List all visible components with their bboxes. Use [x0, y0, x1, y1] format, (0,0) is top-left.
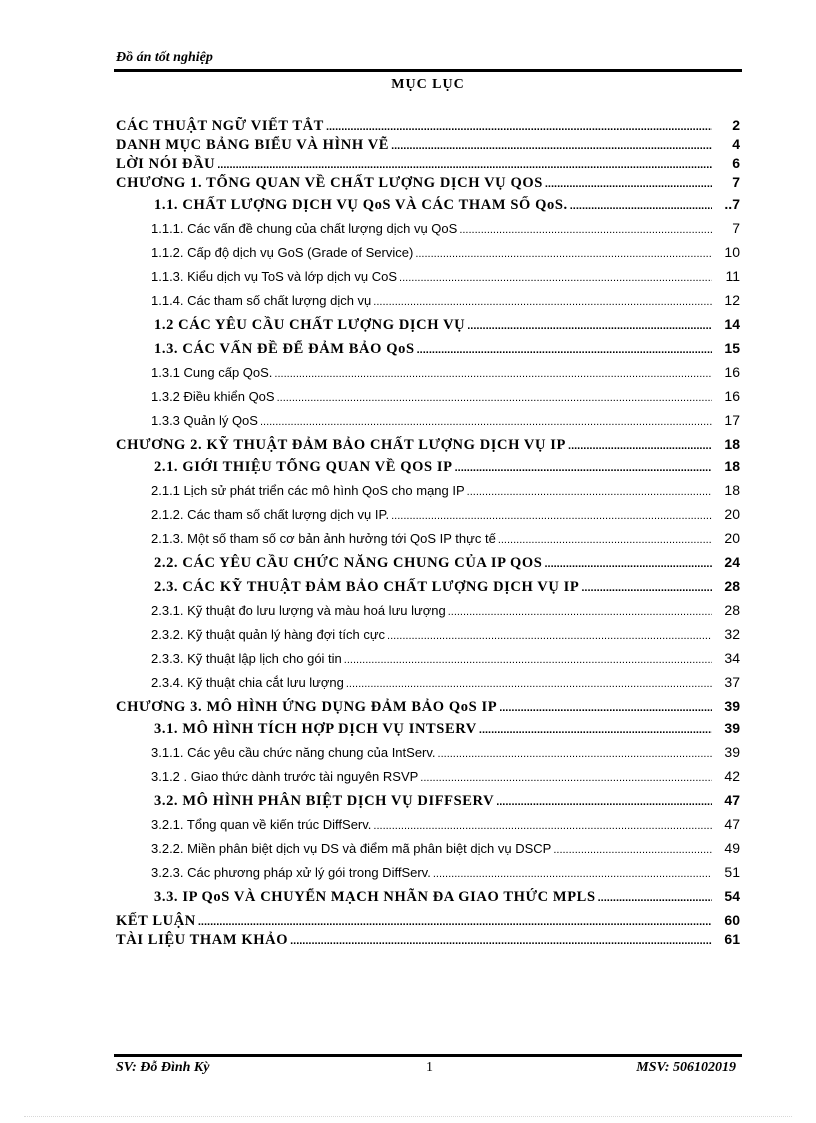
toc-entry[interactable] [116, 506, 740, 530]
toc-entry-label: 3.1. MÔ HÌNH TÍCH HỢP DỊCH VỤ INTSERV [154, 721, 477, 737]
toc-entry-page: 7 [732, 174, 740, 190]
toc-entry-label: 1.1. CHẤT LƯỢNG DỊCH VỤ QoS VÀ CÁC THAM SỐ QoS. [154, 197, 568, 213]
toc-entry-label: 2.1.2. Các tham số chất lượng dịch vụ IP. [151, 507, 390, 522]
toc-entry[interactable] [116, 117, 740, 136]
toc-dot-leader [420, 772, 712, 784]
toc-dot-leader [467, 486, 712, 498]
footer-divider [114, 1054, 742, 1057]
toc-entry-label: 1.2 CÁC YÊU CẦU CHẤT LƯỢNG DỊCH VỤ [154, 317, 466, 333]
footer [116, 1060, 740, 1080]
page-title: MỤC LỤC [391, 77, 465, 92]
toc-dot-leader [373, 820, 712, 832]
toc-entry-label: 1.3.2 Điều khiển QoS [151, 389, 275, 404]
toc-entry-page: 37 [724, 674, 740, 690]
table-of-contents [116, 117, 740, 950]
toc-entry-label: 1.3. CÁC VẤN ĐỀ ĐỂ ĐẢM BẢO QoS [154, 341, 415, 357]
toc-entry[interactable] [116, 626, 740, 650]
toc-entry-label: 1.3.3 Quản lý QoS [151, 413, 258, 428]
toc-entry-label: LỜI NÓI ĐẦU [116, 156, 216, 172]
toc-entry-page: 18 [724, 436, 740, 452]
toc-dot-leader [598, 892, 712, 904]
toc-dot-leader [499, 702, 712, 714]
toc-entry[interactable] [116, 458, 740, 482]
toc-entry-page: ..7 [724, 196, 740, 212]
toc-dot-leader [399, 272, 712, 284]
toc-dot-leader [373, 296, 712, 308]
toc-dot-leader [344, 654, 712, 666]
toc-entry-label: 3.3. IP QoS VÀ CHUYỂN MẠCH NHÃN ĐA GIAO THỨC MPLS [154, 889, 596, 905]
toc-entry-label: 2.3.1. Kỹ thuật đo lưu lượng và màu hoá lưu lượng [151, 603, 446, 618]
toc-dot-leader [455, 462, 712, 474]
toc-entry[interactable] [116, 316, 740, 340]
toc-entry-label: 1.3.1 Cung cấp QoS. [151, 365, 273, 380]
footer-student-name: SV: Đỗ Đình Kỳ [116, 1060, 210, 1075]
toc-entry-page: 28 [724, 602, 740, 618]
toc-dot-leader [448, 606, 712, 618]
toc-entry[interactable] [116, 931, 740, 950]
toc-entry-page: 10 [724, 244, 740, 260]
toc-entry-label: 1.1.4. Các tham số chất lượng dịch vụ [151, 293, 372, 308]
toc-dot-leader [274, 368, 712, 380]
toc-entry-page: 39 [724, 720, 740, 736]
toc-entry-page: 34 [724, 650, 740, 666]
toc-entry[interactable] [116, 436, 740, 458]
toc-entry-label: CHƯƠNG 2. KỸ THUẬT ĐẢM BẢO CHẤT LƯỢNG DỊCH VỤ IP [116, 437, 567, 453]
toc-entry-page: 16 [724, 364, 740, 380]
toc-entry[interactable] [116, 674, 740, 698]
toc-entry-label: 1.1.3. Kiểu dịch vụ ToS và lớp dịch vụ CoS [151, 269, 398, 284]
footer-page-number: 1 [426, 1060, 433, 1075]
toc-entry-page: 12 [724, 292, 740, 308]
toc-dot-leader [545, 178, 712, 190]
toc-entry[interactable] [116, 888, 740, 912]
toc-entry-label: 2.1.3. Một số tham số cơ bản ảnh hưởng tới QoS IP thực tế [151, 531, 496, 546]
toc-entry-page: 60 [724, 912, 740, 928]
toc-entry-page: 47 [724, 792, 740, 808]
toc-entry-label: 2.3.4. Kỹ thuật chia cắt lưu lượng [151, 675, 344, 690]
toc-dot-leader [346, 678, 712, 690]
toc-entry[interactable] [116, 155, 740, 174]
toc-entry-label: 3.2.1. Tổng quan về kiến trúc DiffServ. [151, 817, 372, 832]
toc-entry[interactable] [116, 720, 740, 744]
toc-entry-label: 2.3.2. Kỹ thuật quản lý hàng đợi tích cực [151, 627, 386, 642]
toc-entry-page: 32 [724, 626, 740, 642]
toc-entry-page: 2 [732, 117, 740, 133]
toc-dot-leader [391, 510, 712, 522]
toc-dot-leader [498, 534, 712, 546]
toc-entry-label: 3.1.2 . Giao thức dành trước tài nguyên RSVP [151, 769, 419, 784]
toc-entry-page: 15 [724, 340, 740, 356]
toc-entry-page: 18 [724, 482, 740, 498]
toc-entry-page: 49 [724, 840, 740, 856]
toc-entry-label: 2.3.3. Kỹ thuật lập lịch cho gói tin [151, 651, 342, 666]
toc-entry-label: TÀI LIỆU THAM KHẢO [116, 932, 289, 948]
toc-dot-leader [260, 416, 712, 428]
toc-entry-page: 4 [732, 136, 740, 152]
footer-student-id: MSV: 506102019 [636, 1060, 736, 1075]
toc-entry-page: 20 [724, 506, 740, 522]
toc-dot-leader [415, 248, 712, 260]
toc-dot-leader [570, 200, 712, 212]
toc-dot-leader [326, 121, 712, 133]
toc-entry-label: 2.1.1 Lịch sử phát triển các mô hình QoS cho mạng IP [151, 483, 465, 498]
toc-entry-label: CHƯƠNG 1. TỔNG QUAN VỀ CHẤT LƯỢNG DỊCH VỤ QOS [116, 175, 543, 191]
toc-entry[interactable] [116, 292, 740, 316]
toc-dot-leader [217, 159, 712, 171]
toc-entry-label: 3.2.2. Miền phân biệt dịch vụ DS và điểm mã phân biệt dịch vụ DSCP [151, 841, 552, 856]
toc-entry[interactable] [116, 412, 740, 436]
toc-entry[interactable] [116, 792, 740, 816]
toc-dot-leader [438, 748, 712, 760]
toc-dot-leader [391, 140, 712, 152]
toc-dot-leader [387, 630, 712, 642]
toc-entry-label: CÁC THUẬT NGỮ VIẾT TẮT [116, 118, 324, 134]
toc-entry-label: 2.1. GIỚI THIỆU TỔNG QUAN VỀ QOS IP [154, 459, 453, 475]
toc-entry[interactable] [116, 174, 740, 196]
toc-entry[interactable] [116, 340, 740, 364]
toc-entry-page: 24 [724, 554, 740, 570]
toc-entry-page: 39 [724, 744, 740, 760]
toc-entry-page: 42 [724, 768, 740, 784]
toc-entry-label: 2.2. CÁC YÊU CẦU CHỨC NĂNG CHUNG CỦA IP QOS [154, 555, 543, 571]
toc-entry-page: 7 [732, 220, 740, 236]
toc-entry-page: 28 [724, 578, 740, 594]
toc-entry-page: 6 [732, 155, 740, 171]
toc-dot-leader [479, 724, 712, 736]
toc-dot-leader [290, 935, 712, 947]
toc-entry[interactable] [116, 768, 740, 792]
page-bottom-border [24, 1116, 792, 1117]
toc-entry-page: 51 [724, 864, 740, 880]
toc-entry[interactable] [116, 602, 740, 626]
toc-entry-label: 1.1.2. Cấp độ dịch vụ GoS (Grade of Service) [151, 245, 414, 260]
toc-entry[interactable] [116, 864, 740, 888]
toc-entry[interactable] [116, 364, 740, 388]
header-divider [114, 69, 742, 72]
toc-dot-leader [553, 844, 712, 856]
toc-entry[interactable] [116, 220, 740, 244]
toc-dot-leader [417, 344, 712, 356]
toc-entry[interactable] [116, 268, 740, 292]
toc-entry[interactable] [116, 578, 740, 602]
toc-dot-leader [467, 320, 712, 332]
toc-entry-page: 47 [724, 816, 740, 832]
toc-entry-label: CHƯƠNG 3. MÔ HÌNH ỨNG DỤNG ĐẢM BẢO QoS IP [116, 699, 498, 715]
toc-entry-page: 61 [724, 931, 740, 947]
toc-entry-label: 2.3. CÁC KỸ THUẬT ĐẢM BẢO CHẤT LƯỢNG DỊCH VỤ IP [154, 579, 580, 595]
toc-entry[interactable] [116, 744, 740, 768]
toc-entry[interactable] [116, 698, 740, 720]
toc-dot-leader [459, 224, 712, 236]
toc-entry[interactable] [116, 530, 740, 554]
toc-entry-page: 16 [724, 388, 740, 404]
toc-entry-label: DANH MỤC BẢNG BIỂU VÀ HÌNH VẼ [116, 137, 390, 153]
toc-entry[interactable] [116, 650, 740, 674]
toc-entry[interactable] [116, 816, 740, 840]
toc-entry-page: 39 [724, 698, 740, 714]
toc-entry-label: KẾT LUẬN [116, 913, 196, 929]
toc-entry-page: 11 [725, 268, 740, 284]
toc-dot-leader [581, 582, 712, 594]
toc-entry[interactable] [116, 196, 740, 220]
toc-entry-label: 1.1.1. Các vấn đề chung của chất lượng dịch vụ QoS [151, 221, 458, 236]
toc-dot-leader [277, 392, 712, 404]
toc-entry[interactable] [116, 554, 740, 578]
toc-dot-leader [568, 440, 712, 452]
toc-entry-label: 3.2.3. Các phương pháp xử lý gói trong DiffServ. [151, 865, 431, 880]
toc-entry[interactable] [116, 482, 740, 506]
toc-entry[interactable] [116, 388, 740, 412]
toc-entry-label: 3.1.1. Các yêu cầu chức năng chung của IntServ. [151, 745, 436, 760]
toc-entry-page: 14 [724, 316, 740, 332]
toc-dot-leader [496, 796, 712, 808]
toc-entry-page: 54 [724, 888, 740, 904]
toc-dot-leader [433, 868, 712, 880]
toc-entry[interactable] [116, 840, 740, 864]
toc-entry-label: 3.2. MÔ HÌNH PHÂN BIỆT DỊCH VỤ DIFFSERV [154, 793, 495, 809]
toc-entry[interactable] [116, 912, 740, 931]
toc-dot-leader [198, 916, 712, 928]
toc-entry[interactable] [116, 136, 740, 155]
toc-dot-leader [544, 558, 712, 570]
toc-entry-page: 17 [724, 412, 740, 428]
header-title: Đồ án tốt nghiệp [116, 50, 213, 65]
toc-entry-page: 18 [724, 458, 740, 474]
toc-entry[interactable] [116, 244, 740, 268]
toc-entry-page: 20 [724, 530, 740, 546]
